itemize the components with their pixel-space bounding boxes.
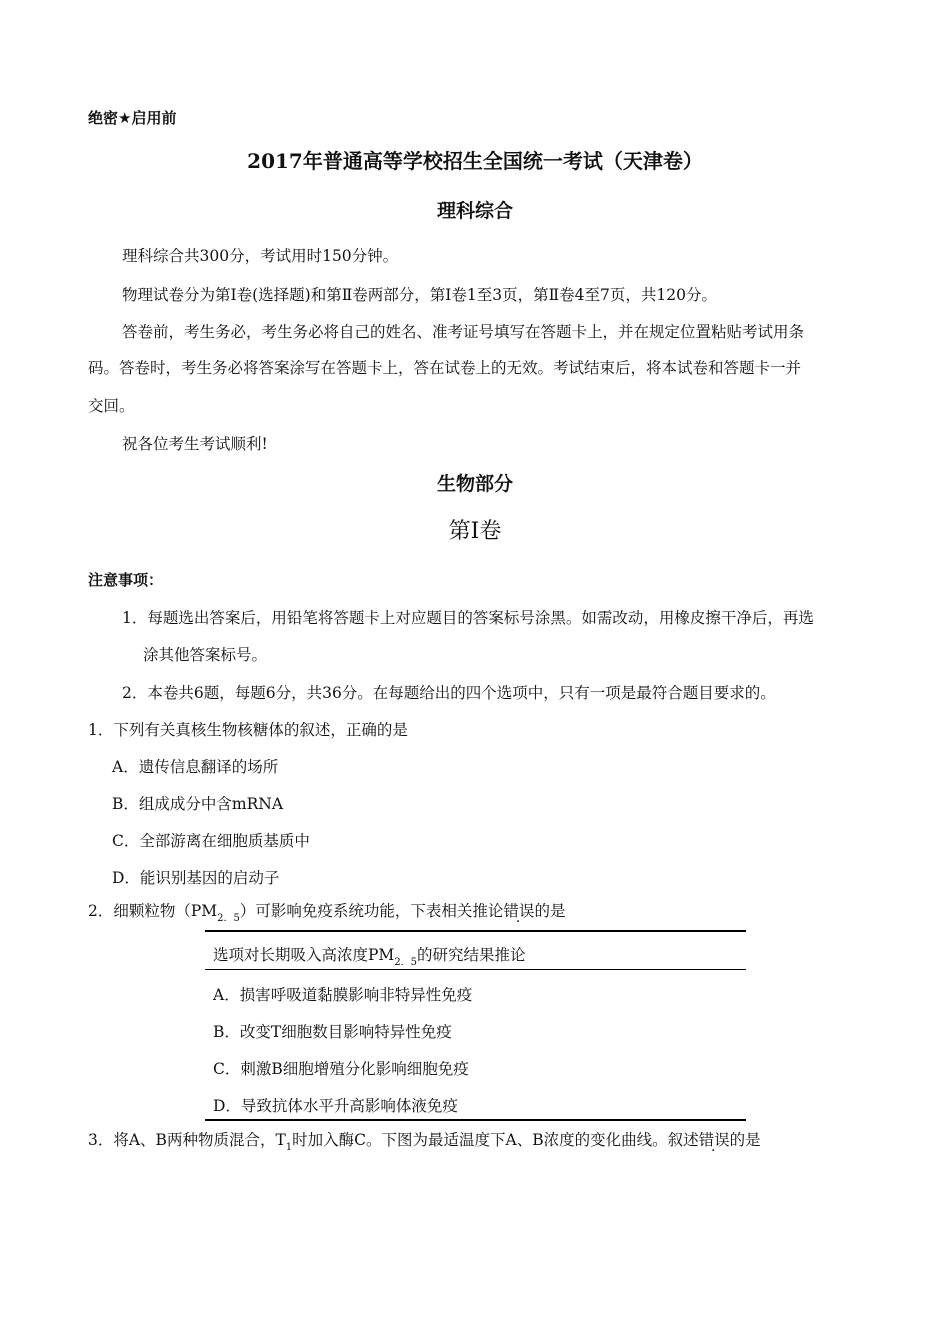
note-item-1b: 涂其他答案标号。 xyxy=(143,646,268,664)
q1-option-d: D．能识别基因的启动子 xyxy=(112,869,280,887)
q3-stem-pre: 3．将A、B两种物质混合，T xyxy=(88,1131,286,1149)
intro-line-1: 理科综合共300分，考试用时150分钟。 xyxy=(122,247,399,265)
q3-stem-post: 的是 xyxy=(729,1131,761,1149)
q2-stem xyxy=(88,899,565,924)
q2-stem-sub: 2．5 xyxy=(217,913,240,924)
note-item-1a: 1．每题选出答案后，用铅笔将答题卡上对应题目的答案标号涂黑。如需改动，用橡皮擦干净后，再选 xyxy=(122,609,814,627)
q2-stem-post: 的是 xyxy=(534,902,566,920)
table-row-c: C．刺激B细胞增殖分化影响细胞免疫 xyxy=(213,1060,469,1078)
q1-option-a: A．遗传信息翻译的场所 xyxy=(112,758,279,776)
q3-stem xyxy=(88,1128,761,1153)
q2-stem-mid: ）可影响免疫系统功能，下表相关推论 xyxy=(239,902,504,920)
table-top-rule xyxy=(205,930,746,932)
intro-line-4: 祝各位考生考试顺利! xyxy=(122,435,268,453)
table-header xyxy=(213,943,526,968)
q1-option-b: B．组成成分中含mRNA xyxy=(112,795,284,813)
q3-stem-sub: 1 xyxy=(285,1142,293,1153)
intro-line-3c: 交回。 xyxy=(88,397,135,415)
table-row-d: D．导致抗体水平升高影响体液免疫 xyxy=(213,1097,458,1115)
exam-subtitle: 理科综合 xyxy=(436,200,513,222)
q1-option-c: C．全部游离在细胞质基质中 xyxy=(112,832,310,850)
q3-stem-emphasis: 错误 xyxy=(698,1131,730,1149)
section-title: 生物部分 xyxy=(436,473,513,495)
intro-line-2: 物理试卷分为第Ⅰ卷(选择题)和第Ⅱ卷两部分，第Ⅰ卷1至3页，第Ⅱ卷4至7页，共120分。 xyxy=(122,286,717,304)
intro-line-3a: 答卷前，考生务必，考生务必将自己的姓名、准考证号填写在答题卡上，并在规定位置粘贴考试用条 xyxy=(122,323,805,341)
volume-title: 第Ⅰ卷 xyxy=(448,519,502,544)
table-header-post: 的研究结果推论 xyxy=(417,946,526,964)
table-header-rule xyxy=(205,969,746,970)
table-row-a: A．损害呼吸道黏膜影响非特异性免疫 xyxy=(213,986,473,1004)
table-row-b: B．改变T细胞数目影响特异性免疫 xyxy=(213,1023,452,1041)
q1-stem: 1．下列有关真核生物核糖体的叙述，正确的是 xyxy=(88,721,408,739)
note-item-2: 2．本卷共6题，每题6分，共36分。在每题给出的四个选项中，只有一项是最符合题目要求的。 xyxy=(122,684,776,702)
table-bottom-rule xyxy=(205,1119,746,1121)
q3-stem-mid: 时加入酶C。下图为最适温度下A、B浓度的变化曲线。叙述 xyxy=(292,1131,699,1149)
table-header-sub: 2．5 xyxy=(394,957,418,968)
notes-heading: 注意事项： xyxy=(88,571,164,589)
q2-stem-pre: 2．细颗粒物（PM xyxy=(88,902,218,920)
exam-title: 2017年普通高等学校招生全国统一考试（天津卷） xyxy=(247,149,703,173)
table-header-pre: 选项对长期吸入高浓度PM xyxy=(213,946,395,964)
intro-line-3b: 码。答卷时，考生务必将答案涂写在答题卡上，答在试卷上的无效。考试结束后，将本试卷和答题卡一并 xyxy=(88,359,802,377)
q2-stem-emphasis: 错误 xyxy=(503,902,535,920)
secret-mark: 绝密★启用前 xyxy=(88,109,177,127)
